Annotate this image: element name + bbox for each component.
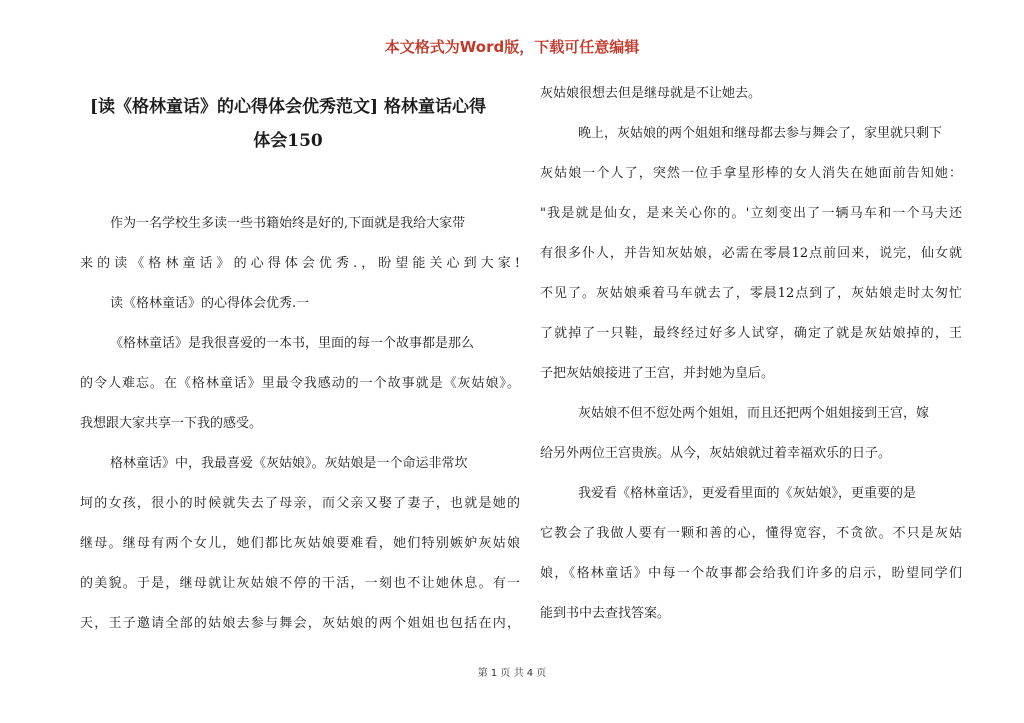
body-line: 晚上，灰姑娘的两个姐姐和继母都去参与舞会了，家里就只剩下 [578,126,943,141]
body-line: "我是就是仙女，是来关心你的。'立刻变出了一辆马车和一个马夫还 [540,206,962,221]
section-heading: 读《格林童话》的心得体会优秀.一 [110,296,310,311]
body-line: 了就掉了一只鞋，最终经过好多人试穿，确定了就是灰姑娘掉的，王 [540,326,962,341]
body-line: 我爱看《格林童话》，更爱看里面的《灰姑娘》，更重要的是 [578,486,917,501]
body-line: 的美貌。于是，继母就让灰姑娘不停的干活，一刻也不让她休息。有一 [80,576,520,591]
body-line: 它教会了我做人要有一颗和善的心，懂得宽容，不贪欲。不只是灰姑 [540,526,962,541]
document-title [72,90,504,158]
body-line: 有很多仆人，并告知灰姑娘，必需在零晨12点前回来，说完，仙女就 [540,246,962,261]
page-number-footer: 第 1 页 共 4 页 [477,668,547,679]
body-line: 灰姑娘很想去但是继母就是不让她去。 [540,86,762,101]
body-line: 格林童话》中，我最喜爱《灰姑娘》。灰姑娘是一个命运非常坎 [110,456,468,471]
body-line: 《格林童话》是我很喜爱的一本书，里面的每一个故事都是那么 [110,336,475,351]
body-line: 灰姑娘不但不愆处两个姐姐，而且还把两个姐姐接到王宫，嫁 [578,406,930,421]
body-line: 继母。继母有两个女儿，她们都比灰姑娘要难看，她们特别嫉妒灰姑娘 [80,536,520,551]
title-line-2: 体会150 [253,131,323,151]
body-line: 作为一名学校生多读一些书籍始终是好的,下面就是我给大家带 [110,216,466,231]
body-line: 天，王子邀请全部的姑娘去参与舞会，灰姑娘的两个姐姐也包括在内， [80,616,520,631]
word-format-banner: 本文格式为Word版，下载可任意编辑 [384,38,640,56]
body-line: 坷的女孩，很小的时候就失去了母亲，而父亲又娶了妻子，也就是她的 [80,496,520,511]
body-line: 能到书中去查找答案。 [540,606,671,621]
body-line: 不见了。灰姑娘乘着马车就去了，零晨12点到了，灰姑娘走时太匆忙 [540,286,962,301]
body-line: 给另外两位王宫贵族。从今，灰姑娘就过着幸福欢乐的日子。 [540,446,892,461]
body-line: 我想跟大家共享一下我的感受。 [80,416,263,431]
body-line: 的令人难忘。在《格林童话》里最令我感动的一个故事就是《灰姑娘》。 [80,376,520,391]
title-line-1: [读《格林童话》的心得体会优秀范文] 格林童话心得 [89,97,486,117]
body-line: 子把灰姑娘接进了王宫，并封她为皇后。 [540,366,775,381]
body-line: 灰姑娘一个人了，突然一位手拿星形棒的女人消失在她面前告知她： [540,166,962,181]
body-line: 娘，《格林童话》中每一个故事都会给我们许多的启示，盼望同学们 [540,566,962,581]
body-line: 来的读《格林童话》的心得体会优秀.，盼望能关心到大家! [80,256,520,271]
